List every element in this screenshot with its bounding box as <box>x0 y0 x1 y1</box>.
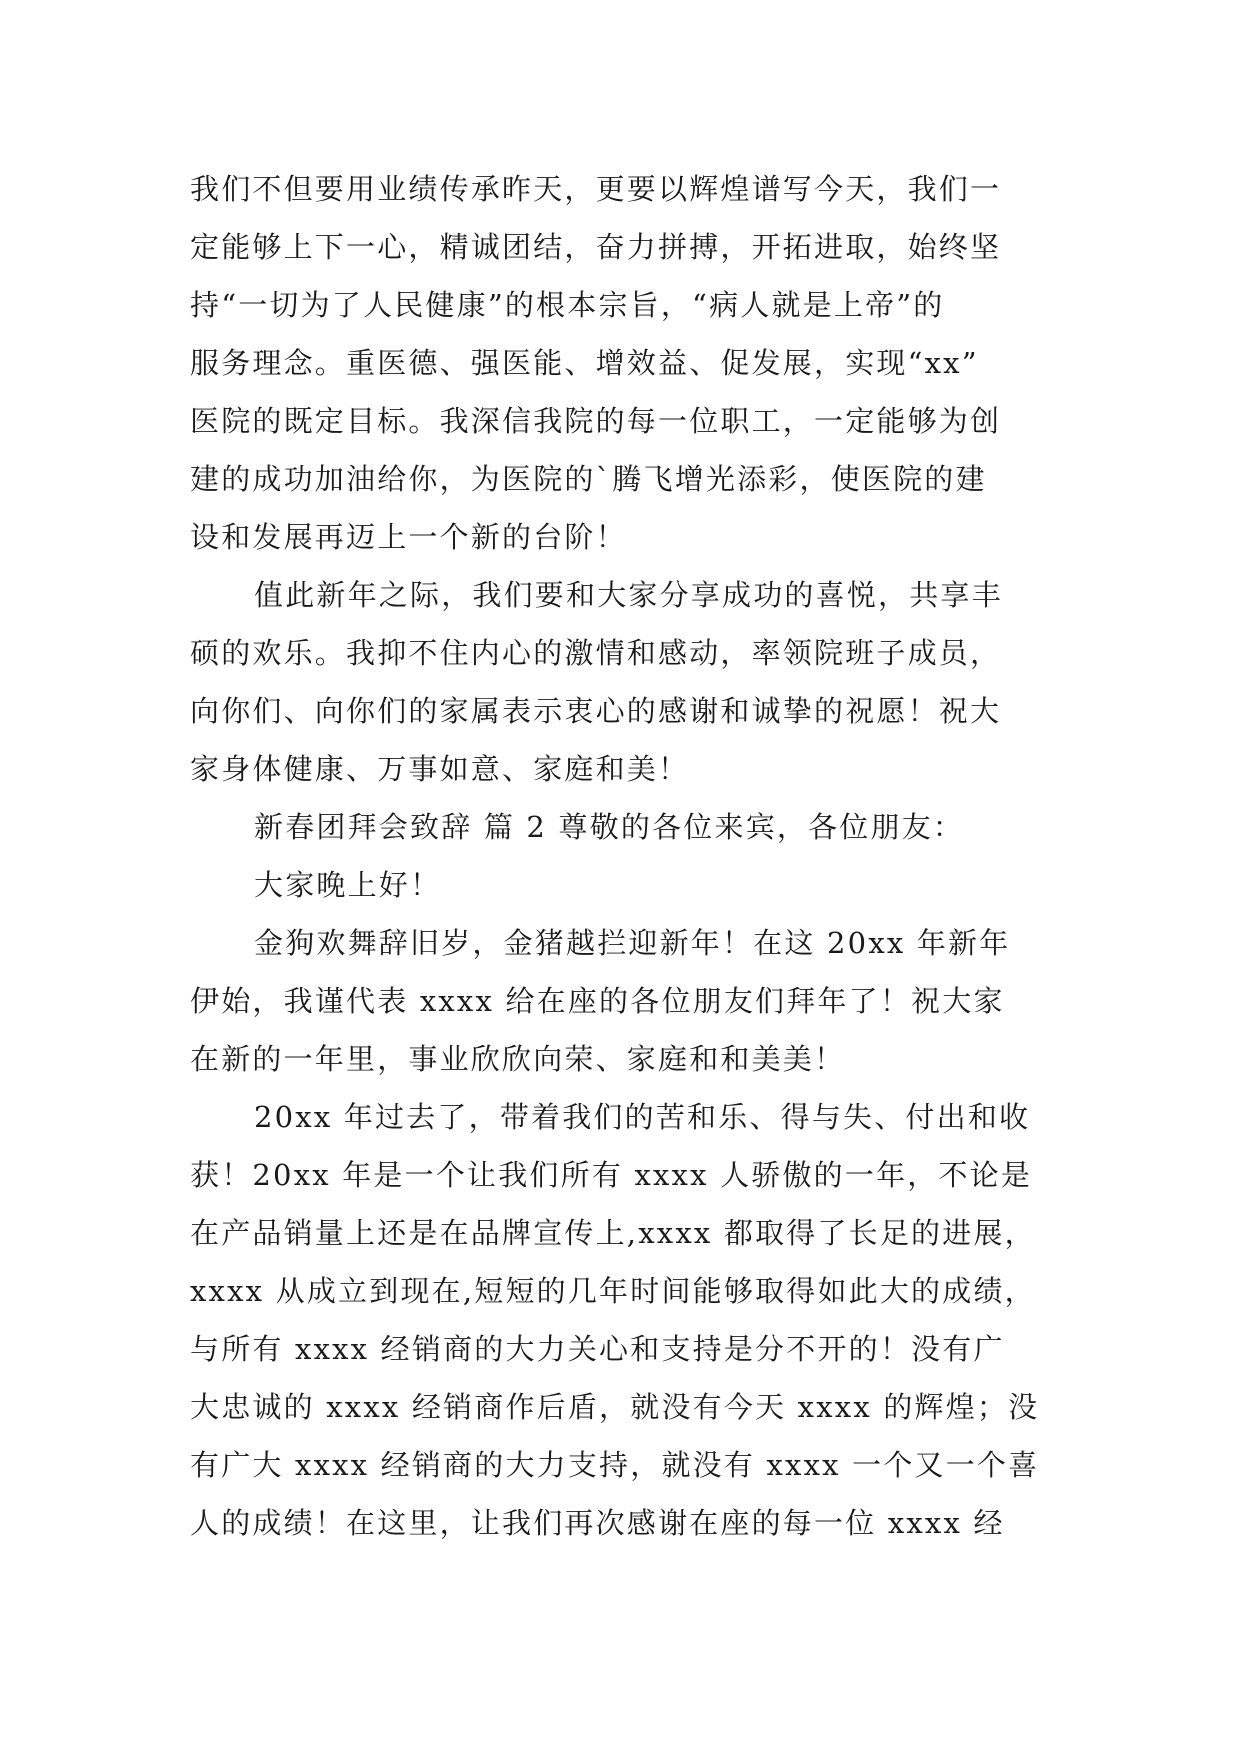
text-line: 设和发展再迈上一个新的台阶！ <box>190 520 627 554</box>
text-line: 我们不但要用业绩传承昨天，更要以辉煌谱写今天，我们一 <box>190 172 1002 206</box>
text-line: 医院的既定目标。我深信我院的每一位职工，一定能够为创 <box>190 404 1002 438</box>
text-line: 伊始，我谨代表 xxxx 给在座的各位朋友们拜年了！祝大家 <box>190 984 1005 1018</box>
paragraph-first-line: 值此新年之际，我们要和大家分享成功的喜悦，共享丰 <box>254 578 1003 612</box>
text-line: 人的成绩！在这里，让我们再次感谢在座的每一位 xxxx 经 <box>190 1506 1005 1540</box>
text-line: 建的成功加油给你，为医院的`腾飞增光添彩，使医院的建 <box>190 462 987 496</box>
paragraph-first-line: 20xx 年过去了，带着我们的苦和乐、得与失、付出和收 <box>254 1100 1031 1134</box>
text-line: xxxx 从成立到现在,短短的几年时间能够取得如此大的成绩， <box>190 1274 1036 1308</box>
text-line: 家身体健康、万事如意、家庭和美！ <box>190 752 690 786</box>
greeting-line: 大家晚上好！ <box>254 868 442 902</box>
section-heading-line: 新春团拜会致辞 篇 2 尊敬的各位来宾，各位朋友： <box>254 810 965 844</box>
paragraph-first-line: 金狗欢舞辞旧岁，金猪越拦迎新年！在这 20xx 年新年 <box>254 926 1011 960</box>
text-line: 服务理念。重医德、强医能、增效益、促发展，实现“xx” <box>190 346 979 380</box>
text-line: 获！20xx 年是一个让我们所有 xxxx 人骄傲的一年，不论是 <box>190 1158 1033 1192</box>
text-line: 在新的一年里，事业欣欣向荣、家庭和和美美！ <box>190 1042 846 1076</box>
text-line: 与所有 xxxx 经销商的大力关心和支持是分不开的！没有广 <box>190 1332 1005 1366</box>
text-line: 在产品销量上还是在品牌宣传上,xxxx 都取得了长足的进展， <box>190 1216 1036 1250</box>
text-line: 硕的欢乐。我抑不住内心的激情和感动，率领院班子成员， <box>190 636 1002 670</box>
text-line: 持“一切为了人民健康”的根本宗旨，“病人就是上帝”的 <box>190 288 945 322</box>
text-line: 大忠诚的 xxxx 经销商作后盾，就没有今天 xxxx 的辉煌；没 <box>190 1390 1040 1424</box>
body-text <box>190 160 1050 1552</box>
text-line: 定能够上下一心，精诚团结，奋力拼搏，开拓进取，始终坚 <box>190 230 1002 264</box>
text-line: 有广大 xxxx 经销商的大力支持，就没有 xxxx 一个又一个喜 <box>190 1448 1040 1482</box>
text-line: 向你们、向你们的家属表示衷心的感谢和诚挚的祝愿！祝大 <box>190 694 1002 728</box>
